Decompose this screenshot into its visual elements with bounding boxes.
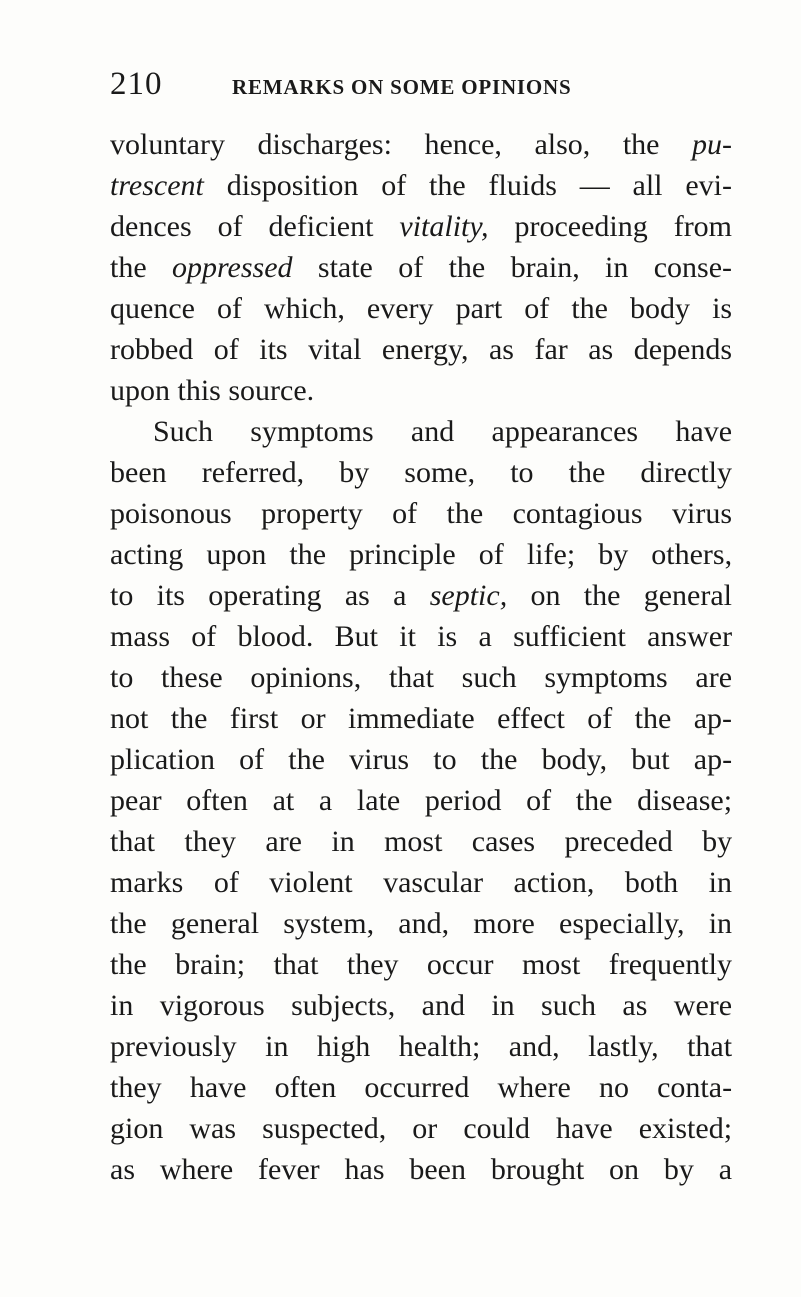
text-line: the oppressed state of the brain, in conse-: [110, 251, 733, 284]
text-line: the general system, and, more especially, in: [110, 907, 733, 940]
text-line: they have often occurred where no conta-: [110, 1071, 733, 1104]
text-line: robbed of its vital energy, as far as depends: [110, 333, 732, 366]
text-line: quence of which, every part of the body is: [110, 292, 733, 325]
text-line: upon this source.: [110, 374, 315, 407]
text-line: previously in high health; and, lastly, that: [110, 1030, 733, 1063]
page-number: 210: [110, 66, 163, 102]
text-line: mass of blood. But it is a sufficient answer: [110, 620, 733, 653]
text-line: as where fever has been brought on by a: [110, 1153, 733, 1186]
text-line: acting upon the principle of life; by others,: [110, 538, 733, 571]
text-line: gion was suspected, or could have existed;: [110, 1112, 733, 1145]
text-line: that they are in most cases preceded by: [110, 825, 733, 858]
text-line: pear often at a late period of the disease;: [110, 784, 733, 817]
text-line: voluntary discharges: hence, also, the pu-: [110, 128, 732, 161]
text-line: poisonous property of the contagious virus: [110, 497, 732, 530]
text-line: in vigorous subjects, and in such as were: [110, 989, 733, 1022]
text-line: dences of deficient vitality, proceeding from: [110, 210, 733, 243]
text-line: to these opinions, that such symptoms are: [110, 661, 733, 694]
running-head: [110, 66, 710, 106]
text-line: not the first or immediate effect of the ap-: [110, 702, 733, 735]
text-line: been referred, by some, to the directly: [110, 456, 732, 489]
text-line: Such symptoms and appearances have: [153, 415, 733, 448]
text-line: plication of the virus to the body, but ap-: [110, 743, 733, 776]
text-line: marks of violent vascular action, both in: [110, 866, 733, 899]
text-line: trescent disposition of the fluids — all evi-: [110, 169, 732, 202]
text-line: the brain; that they occur most frequently: [110, 948, 732, 981]
running-head-title: REMARKS ON SOME OPINIONS: [232, 75, 572, 99]
text-line: to its operating as a septic, on the general: [110, 579, 732, 612]
